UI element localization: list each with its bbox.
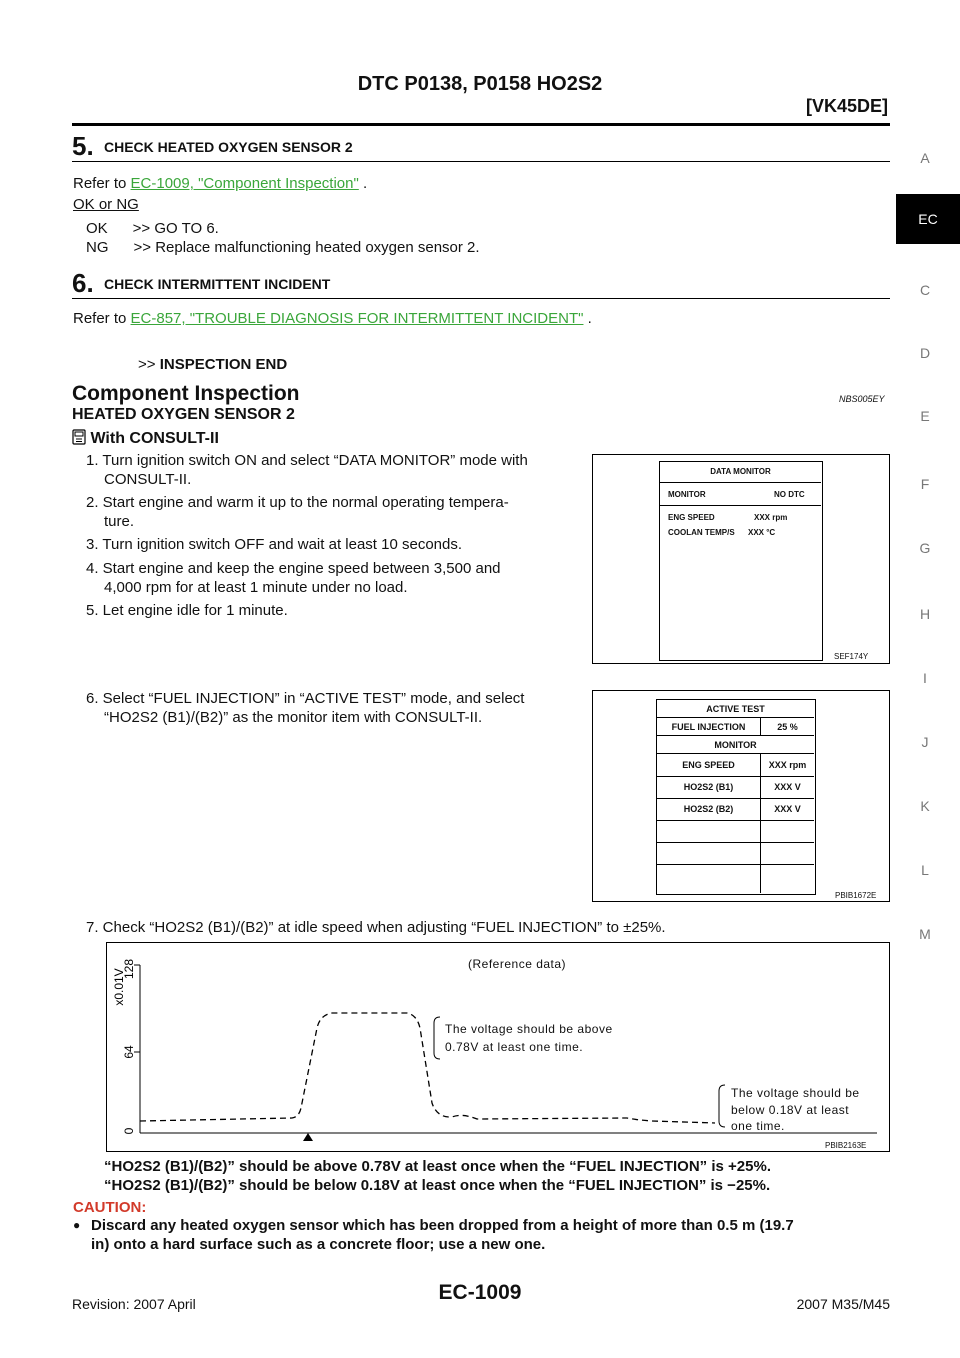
reference-voltage-figure bbox=[106, 942, 890, 1152]
coolant-temp-value: XXX °C bbox=[748, 528, 776, 537]
result-line-2: “HO2S2 (B1)/(B2)” should be below 0.18V at least once when the “FUEL INJECTION” is −25%. bbox=[104, 1177, 771, 1194]
data-monitor-screen bbox=[659, 461, 823, 661]
coolant-temp-label: COOLAN TEMP/S bbox=[668, 528, 735, 537]
upper-note-line1: The voltage should be above bbox=[445, 1022, 613, 1036]
ho2s2-b1-label: HO2S2 (B1) bbox=[683, 782, 734, 792]
monitor-label: MONITOR bbox=[714, 740, 757, 750]
y-unit-label: x0.01V bbox=[112, 968, 126, 1006]
step5-number: 5. bbox=[72, 131, 94, 161]
side-index-k[interactable]: K bbox=[920, 798, 930, 814]
figure-code: PBIB2163E bbox=[825, 1141, 867, 1150]
side-index-l[interactable]: L bbox=[921, 862, 929, 878]
ho2s2-b1-value: XXX V bbox=[774, 782, 801, 792]
footer-page-number: EC-1009 bbox=[438, 1281, 522, 1304]
result-line-1: “HO2S2 (B1)/(B2)” should be above 0.78V at least once when the “FUEL INJECTION” is +25%. bbox=[104, 1158, 771, 1175]
side-index-a[interactable]: A bbox=[920, 150, 930, 166]
inspection-end: >> INSPECTION END bbox=[138, 356, 288, 373]
fuel-injection-value: 25 % bbox=[777, 722, 798, 732]
step-1: 1. Turn ignition switch ON and select “DATA MONITOR” mode with bbox=[86, 452, 528, 469]
step6-title: CHECK INTERMITTENT INCIDENT bbox=[104, 276, 331, 292]
side-index-h[interactable]: H bbox=[919, 606, 931, 622]
subsection-title: HEATED OXYGEN SENSOR 2 bbox=[72, 406, 295, 423]
step-3: 3. Turn ignition switch OFF and wait at least 10 seconds. bbox=[86, 536, 463, 553]
side-index-m[interactable]: M bbox=[919, 926, 931, 942]
caution-line-1: Discard any heated oxygen sensor which has been dropped from a height of more than 0.5 m (19.7 bbox=[91, 1217, 794, 1234]
step-5: 5. Let engine idle for 1 minute. bbox=[86, 602, 288, 619]
figure-code: PBIB1672E bbox=[835, 891, 877, 900]
side-index-g[interactable]: G bbox=[919, 540, 931, 556]
side-index-f[interactable]: F bbox=[920, 476, 930, 492]
footer-revision: Revision: 2007 April bbox=[72, 1296, 196, 1312]
step-4: 4. Start engine and keep the engine speed between 3,500 and bbox=[86, 560, 501, 577]
reference-data-label: (Reference data) bbox=[468, 957, 567, 971]
step6-rule bbox=[72, 298, 890, 299]
section-title: Component Inspection bbox=[72, 382, 300, 405]
step5-refer-link[interactable]: EC-1009, "Component Inspection" bbox=[130, 175, 359, 192]
active-test-screen bbox=[656, 699, 816, 895]
step6-refer: Refer to EC-857, "TROUBLE DIAGNOSIS FOR INTERMITTENT INCIDENT" . bbox=[73, 310, 592, 327]
eng-speed-label: ENG SPEED bbox=[682, 760, 735, 770]
step5-title: CHECK HEATED OXYGEN SENSOR 2 bbox=[104, 139, 353, 155]
caution-label: CAUTION: bbox=[73, 1199, 147, 1216]
lower-note-line3: one time. bbox=[731, 1119, 785, 1133]
step-4-cont: 4,000 rpm for at least 1 minute under no load. bbox=[104, 579, 408, 596]
upper-note-line2: 0.78V at least one time. bbox=[445, 1040, 584, 1054]
lower-note-line2: below 0.18V at least bbox=[731, 1103, 850, 1117]
step5-rule bbox=[72, 161, 890, 162]
data-monitor-title: DATA MONITOR bbox=[710, 467, 771, 476]
side-index-ec[interactable]: EC bbox=[896, 194, 960, 244]
active-test-figure bbox=[592, 690, 890, 902]
eng-speed-value: XXX rpm bbox=[768, 760, 807, 770]
step-1-cont: CONSULT-II. bbox=[104, 471, 192, 488]
page-title: DTC P0138, P0158 HO2S2 bbox=[357, 73, 603, 95]
side-index-i[interactable]: I bbox=[923, 670, 927, 686]
step5-ok-or-ng: OK or NG bbox=[73, 196, 139, 213]
ho2s2-b2-value: XXX V bbox=[774, 804, 801, 814]
side-index-j[interactable]: J bbox=[921, 734, 929, 750]
engine-code: [VK45DE] bbox=[805, 96, 888, 116]
fuel-injection-label: FUEL INJECTION bbox=[671, 722, 746, 732]
step-6: 6. Select “FUEL INJECTION” in “ACTIVE TEST” mode, and select bbox=[86, 690, 525, 707]
caution-line-2: in) onto a hard surface such as a concrete floor; use a new one. bbox=[91, 1236, 546, 1253]
data-monitor-figure bbox=[592, 454, 890, 664]
y-tick-0: 0 bbox=[122, 1127, 136, 1135]
footer-model: 2007 M35/M45 bbox=[796, 1296, 890, 1312]
y-tick-128: 128 bbox=[122, 958, 136, 980]
lower-note-line1: The voltage should be bbox=[731, 1086, 860, 1100]
step5-refer: Refer to EC-1009, "Component Inspection" . bbox=[73, 175, 368, 192]
side-index-e[interactable]: E bbox=[920, 408, 930, 424]
consult-tester-icon bbox=[72, 429, 86, 445]
step-7: 7. Check “HO2S2 (B1)/(B2)” at idle speed when adjusting “FUEL INJECTION” to ±25%. bbox=[86, 919, 666, 936]
step5-ok: OK >> GO TO 6. bbox=[86, 220, 219, 237]
upper-bracket bbox=[434, 1017, 440, 1059]
caution-bullet-icon: ● bbox=[73, 1218, 81, 1232]
header-rule bbox=[72, 123, 890, 126]
with-consult-line: With CONSULT-II bbox=[72, 429, 219, 448]
step6-refer-link[interactable]: EC-857, "TROUBLE DIAGNOSIS FOR INTERMITTENT INCIDENT" bbox=[130, 310, 584, 327]
section-code: NBS005EY bbox=[839, 394, 885, 404]
step6-number: 6. bbox=[72, 268, 94, 298]
side-index-c[interactable]: C bbox=[919, 282, 931, 298]
step-2: 2. Start engine and warm it up to the normal operating tempera- bbox=[86, 494, 509, 511]
marker-triangle-icon bbox=[303, 1133, 313, 1141]
voltage-trace bbox=[140, 1013, 715, 1123]
lower-bracket bbox=[719, 1085, 725, 1127]
eng-speed-label: ENG SPEED bbox=[668, 513, 715, 522]
step-6-cont: “HO2S2 (B1)/(B2)” as the monitor item with CONSULT-II. bbox=[104, 709, 483, 726]
ho2s2-b2-label: HO2S2 (B2) bbox=[683, 804, 734, 814]
step5-ng: NG >> Replace malfunctioning heated oxygen sensor 2. bbox=[86, 239, 480, 256]
eng-speed-value: XXX rpm bbox=[754, 513, 788, 522]
step-2-cont: ture. bbox=[104, 513, 135, 530]
monitor-header: MONITOR bbox=[668, 490, 706, 499]
active-test-title: ACTIVE TEST bbox=[706, 704, 765, 714]
y-tick-64: 64 bbox=[122, 1045, 136, 1059]
side-index-d[interactable]: D bbox=[919, 345, 931, 361]
figure-code: SEF174Y bbox=[834, 652, 869, 661]
no-dtc-header: NO DTC bbox=[774, 490, 805, 499]
